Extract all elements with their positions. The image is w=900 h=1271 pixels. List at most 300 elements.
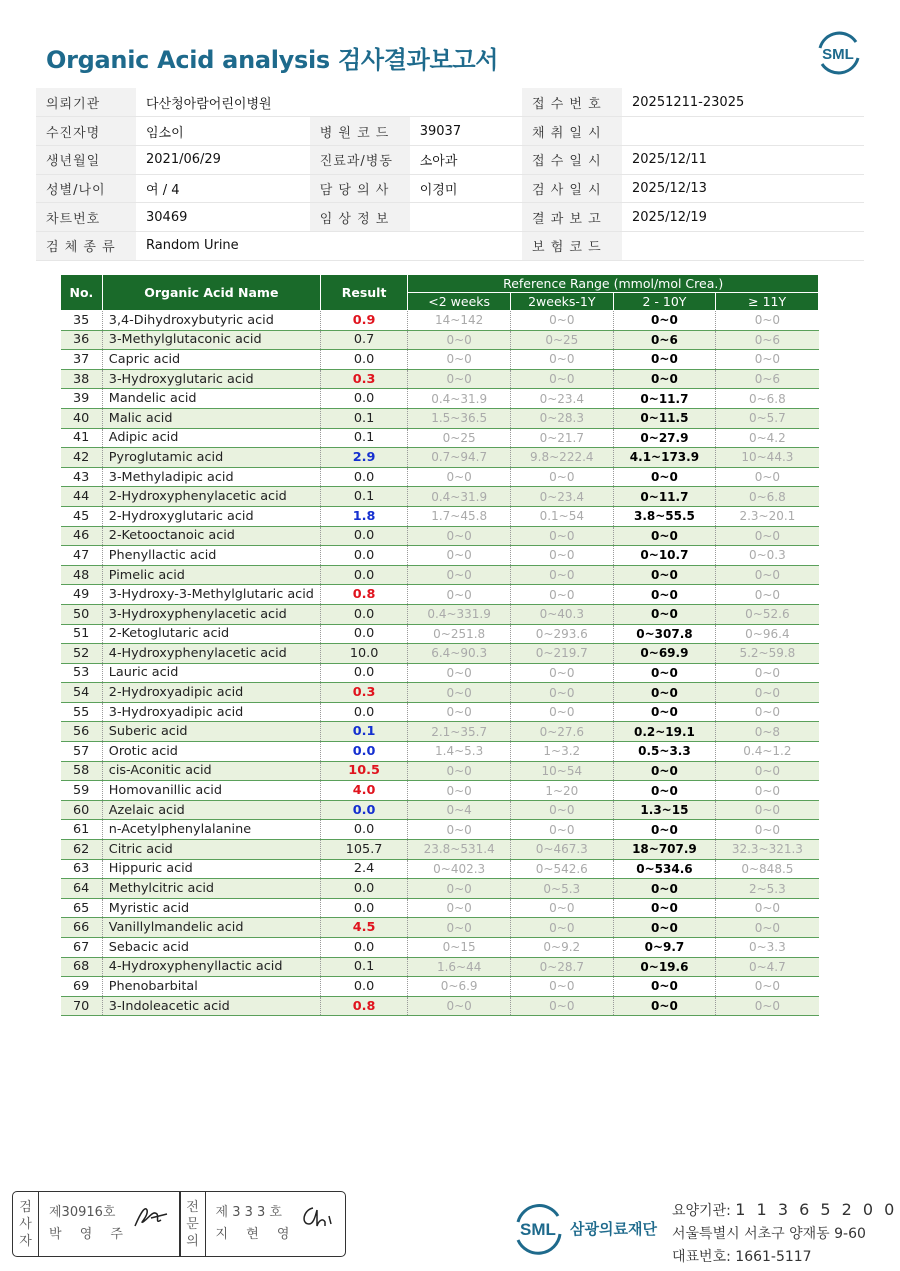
result-flagged-value: 0.0 — [352, 802, 376, 818]
row-no: 38 — [61, 369, 103, 389]
row-name: Phenobarbital — [102, 977, 320, 997]
row-ref-under-2w: 0~0 — [408, 996, 511, 1016]
row-no: 67 — [61, 938, 103, 958]
row-no: 45 — [61, 506, 103, 526]
row-ref-under-2w: 0~0 — [408, 585, 511, 605]
row-ref-2-10y: 0~0 — [613, 369, 716, 389]
row-result: 0.0 — [320, 526, 407, 546]
row-name: Adipic acid — [102, 428, 320, 448]
row-ref-under-2w: 0~15 — [408, 938, 511, 958]
row-no: 62 — [61, 840, 103, 860]
table-row — [61, 879, 819, 899]
row-name: Malic acid — [102, 408, 320, 428]
result-flagged-value: 0.0 — [352, 743, 376, 759]
table-row — [61, 977, 819, 997]
row-ref-2w-1y: 0~23.4 — [511, 487, 614, 507]
row-name: Methylcitric acid — [102, 879, 320, 899]
row-name: Mandelic acid — [102, 389, 320, 409]
row-no: 35 — [61, 311, 103, 331]
row-name: 4-Hydroxyphenyllactic acid — [102, 957, 320, 977]
table-row — [61, 408, 819, 428]
row-ref-2w-1y: 0~0 — [511, 683, 614, 703]
row-result: 0.0 — [320, 663, 407, 683]
row-ref-2w-1y: 0~28.7 — [511, 957, 614, 977]
row-ref-2w-1y: 9.8~222.4 — [511, 448, 614, 468]
specialist-label: 전 문 의 — [180, 1192, 206, 1256]
row-name: Phenyllactic acid — [102, 546, 320, 566]
row-ref-2w-1y: 0~0 — [511, 898, 614, 918]
info-value: 30469 — [136, 203, 310, 232]
row-result — [320, 683, 407, 703]
row-result — [320, 311, 407, 331]
row-ref-under-2w: 0~0 — [408, 369, 511, 389]
row-name: 3-Hydroxyglutaric acid — [102, 369, 320, 389]
row-ref-under-2w: 0~0 — [408, 467, 511, 487]
row-ref-2w-1y: 0~25 — [511, 330, 614, 350]
row-name: 3,4-Dihydroxybutyric acid — [102, 311, 320, 331]
info-row — [36, 88, 864, 117]
row-ref-under-2w: 0~0 — [408, 330, 511, 350]
result-flagged-value: 4.0 — [352, 783, 376, 799]
row-ref-2w-1y: 0~5.3 — [511, 879, 614, 899]
row-ref-under-2w: 0~0 — [408, 879, 511, 899]
row-ref-11y: 2.3~20.1 — [716, 506, 819, 526]
table-row — [61, 448, 819, 468]
row-no: 39 — [61, 389, 103, 409]
row-no: 52 — [61, 644, 103, 664]
row-result: 0.1 — [320, 487, 407, 507]
row-no: 40 — [61, 408, 103, 428]
row-ref-2w-1y: 0~9.2 — [511, 938, 614, 958]
row-result: 0.0 — [320, 702, 407, 722]
row-ref-2-10y: 0~69.9 — [613, 644, 716, 664]
row-ref-11y: 0~0 — [716, 467, 819, 487]
row-result: 0.7 — [320, 330, 407, 350]
info-label: 접 수 일 시 — [522, 145, 622, 174]
row-ref-11y: 0~0 — [716, 977, 819, 997]
row-ref-under-2w: 0.7~94.7 — [408, 448, 511, 468]
row-ref-2w-1y: 0.1~54 — [511, 506, 614, 526]
row-no: 44 — [61, 487, 103, 507]
row-name: Capric acid — [102, 350, 320, 370]
table-row — [61, 330, 819, 350]
row-ref-2w-1y: 0~0 — [511, 820, 614, 840]
row-ref-11y: 2~5.3 — [716, 879, 819, 899]
row-no: 65 — [61, 898, 103, 918]
row-name: cis-Aconitic acid — [102, 761, 320, 781]
table-row — [61, 683, 819, 703]
specialist-license: 제 3 3 3 호 — [215, 1205, 282, 1220]
patient-info-table — [36, 88, 864, 261]
row-ref-11y: 0~0 — [716, 820, 819, 840]
row-result: 0.1 — [320, 408, 407, 428]
row-ref-2w-1y: 0~23.4 — [511, 389, 614, 409]
row-ref-2w-1y: 0~467.3 — [511, 840, 614, 860]
row-ref-11y: 0~52.6 — [716, 604, 819, 624]
row-ref-2-10y: 0~11.5 — [613, 408, 716, 428]
info-row — [36, 174, 864, 203]
info-value — [622, 231, 864, 260]
row-no: 36 — [61, 330, 103, 350]
row-ref-11y: 0~6 — [716, 330, 819, 350]
table-row — [61, 389, 819, 409]
row-result — [320, 506, 407, 526]
row-result: 0.0 — [320, 350, 407, 370]
row-no: 54 — [61, 683, 103, 703]
row-result — [320, 918, 407, 938]
row-ref-2-10y: 0~0 — [613, 702, 716, 722]
row-ref-2w-1y: 0~40.3 — [511, 604, 614, 624]
result-flagged-value: 10.5 — [348, 763, 380, 779]
table-row — [61, 722, 819, 742]
row-ref-2w-1y: 0~0 — [511, 526, 614, 546]
info-label: 성별/나이 — [36, 174, 136, 203]
row-ref-2w-1y: 0~28.3 — [511, 408, 614, 428]
row-name: Suberic acid — [102, 722, 320, 742]
row-ref-under-2w: 0~25 — [408, 428, 511, 448]
row-ref-11y: 0.4~1.2 — [716, 742, 819, 762]
row-name: 2-Hydroxyglutaric acid — [102, 506, 320, 526]
row-ref-11y: 0~0 — [716, 761, 819, 781]
table-row — [61, 546, 819, 566]
row-ref-under-2w: 0~6.9 — [408, 977, 511, 997]
row-ref-2w-1y: 0~0 — [511, 800, 614, 820]
row-ref-2-10y: 0~0 — [613, 996, 716, 1016]
table-row — [61, 311, 819, 331]
row-ref-11y: 10~44.3 — [716, 448, 819, 468]
row-no: 66 — [61, 918, 103, 938]
info-value: 다산청아람어린이병원 — [136, 88, 522, 117]
row-ref-under-2w: 0.4~31.9 — [408, 389, 511, 409]
row-ref-2-10y: 0~0 — [613, 781, 716, 801]
row-no: 53 — [61, 663, 103, 683]
row-name: Pimelic acid — [102, 565, 320, 585]
sml-logo-icon — [812, 28, 864, 76]
row-no: 55 — [61, 702, 103, 722]
info-label: 차트번호 — [36, 203, 136, 232]
row-ref-11y: 32.3~321.3 — [716, 840, 819, 860]
info-row — [36, 203, 864, 232]
col-reference: Reference Range (mmol/mol Crea.) — [408, 275, 819, 293]
row-ref-2w-1y: 0~21.7 — [511, 428, 614, 448]
row-ref-11y: 0~5.7 — [716, 408, 819, 428]
row-no: 48 — [61, 565, 103, 585]
row-no: 64 — [61, 879, 103, 899]
row-ref-11y: 0~0 — [716, 800, 819, 820]
row-no: 49 — [61, 585, 103, 605]
row-ref-11y: 0~0 — [716, 565, 819, 585]
row-no: 59 — [61, 781, 103, 801]
table-row — [61, 840, 819, 860]
row-name: 4-Hydroxyphenylacetic acid — [102, 644, 320, 664]
row-ref-11y: 0~96.4 — [716, 624, 819, 644]
results-table — [60, 274, 819, 1016]
table-row — [61, 526, 819, 546]
table-row — [61, 369, 819, 389]
result-flagged-value: 0.3 — [352, 371, 376, 387]
row-result — [320, 742, 407, 762]
row-ref-under-2w: 0~0 — [408, 683, 511, 703]
row-ref-2-10y: 0~0 — [613, 683, 716, 703]
row-ref-2w-1y: 0~0 — [511, 467, 614, 487]
row-ref-2-10y: 0~11.7 — [613, 389, 716, 409]
corp-name: 삼광의료재단 — [570, 1219, 657, 1238]
table-row — [61, 859, 819, 879]
row-name: Sebacic acid — [102, 938, 320, 958]
row-ref-2w-1y: 0~293.6 — [511, 624, 614, 644]
row-ref-11y: 0~6 — [716, 369, 819, 389]
row-name: Hippuric acid — [102, 859, 320, 879]
row-ref-under-2w: 1.5~36.5 — [408, 408, 511, 428]
row-ref-2-10y: 0~0 — [613, 526, 716, 546]
info-value: 이경미 — [410, 174, 522, 203]
row-ref-11y: 0~4.2 — [716, 428, 819, 448]
row-name: 3-Methylglutaconic acid — [102, 330, 320, 350]
result-flagged-value: 1.8 — [352, 508, 376, 524]
footer-info — [672, 1198, 897, 1269]
phone-label: 대표번호: — [672, 1249, 731, 1265]
info-value — [622, 117, 864, 146]
row-ref-11y: 0~6.8 — [716, 389, 819, 409]
row-ref-2-10y: 0~6 — [613, 330, 716, 350]
row-name: 2-Hydroxyphenylacetic acid — [102, 487, 320, 507]
report-title: Organic Acid analysis 검사결과보고서 — [46, 46, 499, 74]
col-ref-2: 2weeks-1Y — [511, 293, 614, 311]
row-ref-2-10y: 3.8~55.5 — [613, 506, 716, 526]
specialist-signature-icon — [297, 1202, 337, 1232]
examiner-cell — [39, 1192, 180, 1256]
row-ref-2w-1y: 1~3.2 — [511, 742, 614, 762]
row-ref-2-10y: 0~0 — [613, 820, 716, 840]
row-name: 2-Hydroxyadipic acid — [102, 683, 320, 703]
row-result — [320, 722, 407, 742]
row-result — [320, 761, 407, 781]
row-ref-under-2w: 14~142 — [408, 311, 511, 331]
row-result: 10.0 — [320, 644, 407, 664]
row-ref-2-10y: 0~0 — [613, 565, 716, 585]
info-label: 진료과/병동 — [310, 145, 410, 174]
col-ref-3: 2 - 10Y — [613, 293, 716, 311]
row-ref-2-10y: 0~0 — [613, 898, 716, 918]
row-result: 0.0 — [320, 898, 407, 918]
row-ref-under-2w: 0.4~31.9 — [408, 487, 511, 507]
table-row — [61, 898, 819, 918]
table-row — [61, 918, 819, 938]
row-name: Pyroglutamic acid — [102, 448, 320, 468]
info-label: 임 상 정 보 — [310, 203, 410, 232]
row-ref-under-2w: 6.4~90.3 — [408, 644, 511, 664]
row-ref-11y: 0~0 — [716, 702, 819, 722]
info-label: 담 당 의 사 — [310, 174, 410, 203]
row-no: 37 — [61, 350, 103, 370]
row-ref-2w-1y: 0~542.6 — [511, 859, 614, 879]
row-result: 0.0 — [320, 565, 407, 585]
row-result: 0.0 — [320, 604, 407, 624]
examiner-name: 박 영 주 — [49, 1227, 130, 1242]
row-ref-11y: 0~0 — [716, 663, 819, 683]
row-ref-11y: 0~0 — [716, 350, 819, 370]
row-ref-under-2w: 0~0 — [408, 565, 511, 585]
info-value: 39037 — [410, 117, 522, 146]
row-ref-2-10y: 0.5~3.3 — [613, 742, 716, 762]
row-result: 0.0 — [320, 546, 407, 566]
row-result: 0.1 — [320, 428, 407, 448]
row-no: 60 — [61, 800, 103, 820]
row-result — [320, 585, 407, 605]
row-ref-11y: 0~0 — [716, 526, 819, 546]
result-flagged-value: 0.8 — [352, 587, 376, 603]
row-ref-under-2w: 0~0 — [408, 898, 511, 918]
row-ref-2-10y: 0~0 — [613, 467, 716, 487]
row-no: 63 — [61, 859, 103, 879]
info-value: Random Urine — [136, 231, 522, 260]
table-row — [61, 996, 819, 1016]
row-ref-2w-1y: 0~0 — [511, 311, 614, 331]
row-ref-under-2w: 0~0 — [408, 546, 511, 566]
table-row — [61, 467, 819, 487]
row-ref-2-10y: 4.1~173.9 — [613, 448, 716, 468]
row-no: 69 — [61, 977, 103, 997]
info-label: 보 험 코 드 — [522, 231, 622, 260]
row-ref-2-10y: 0~534.6 — [613, 859, 716, 879]
row-name: 3-Indoleacetic acid — [102, 996, 320, 1016]
info-value: 2021/06/29 — [136, 145, 310, 174]
row-result: 0.0 — [320, 820, 407, 840]
row-ref-2-10y: 0~0 — [613, 350, 716, 370]
row-ref-2w-1y: 0~0 — [511, 918, 614, 938]
table-row — [61, 487, 819, 507]
row-name: 2-Ketoglutaric acid — [102, 624, 320, 644]
info-value: 소아과 — [410, 145, 522, 174]
info-value: 20251211-23025 — [622, 88, 864, 117]
row-ref-2-10y: 0~11.7 — [613, 487, 716, 507]
code-value: 1 1 3 6 5 2 0 0 — [735, 1200, 898, 1219]
address: 서울특별시 서초구 양재동 9-60 — [672, 1226, 866, 1242]
row-ref-2-10y: 0~0 — [613, 918, 716, 938]
row-no: 70 — [61, 996, 103, 1016]
phone-value: 1661-5117 — [735, 1249, 812, 1265]
row-ref-under-2w: 2.1~35.7 — [408, 722, 511, 742]
col-result: Result — [320, 275, 407, 311]
table-row — [61, 957, 819, 977]
row-result — [320, 448, 407, 468]
row-name: Homovanillic acid — [102, 781, 320, 801]
row-no: 42 — [61, 448, 103, 468]
result-flagged-value: 0.8 — [352, 998, 376, 1014]
row-name: Azelaic acid — [102, 800, 320, 820]
row-no: 43 — [61, 467, 103, 487]
svg-text:SML: SML — [520, 1220, 556, 1239]
row-result: 0.0 — [320, 938, 407, 958]
table-row — [61, 800, 819, 820]
row-ref-under-2w: 1.4~5.3 — [408, 742, 511, 762]
table-row — [61, 781, 819, 801]
row-ref-2-10y: 0~0 — [613, 879, 716, 899]
row-no: 57 — [61, 742, 103, 762]
row-ref-11y: 0~0 — [716, 918, 819, 938]
row-name: Orotic acid — [102, 742, 320, 762]
result-flagged-value: 2.9 — [352, 449, 376, 465]
row-name: 2-Ketooctanoic acid — [102, 526, 320, 546]
row-no: 61 — [61, 820, 103, 840]
row-ref-under-2w: 0~0 — [408, 781, 511, 801]
row-ref-2-10y: 0~10.7 — [613, 546, 716, 566]
row-result: 2.4 — [320, 859, 407, 879]
table-row — [61, 702, 819, 722]
result-flagged-value: 0.9 — [352, 312, 376, 328]
info-label: 의뢰기관 — [36, 88, 136, 117]
row-ref-under-2w: 0~0 — [408, 820, 511, 840]
col-no: No. — [61, 275, 103, 311]
col-name: Organic Acid Name — [102, 275, 320, 311]
row-ref-11y: 0~848.5 — [716, 859, 819, 879]
row-ref-11y: 0~0.3 — [716, 546, 819, 566]
row-ref-2-10y: 0~19.6 — [613, 957, 716, 977]
specialist-name: 지 현 영 — [215, 1227, 297, 1242]
row-ref-2-10y: 0~0 — [613, 311, 716, 331]
row-ref-11y: 0~4.7 — [716, 957, 819, 977]
row-no: 68 — [61, 957, 103, 977]
row-result — [320, 800, 407, 820]
table-row — [61, 820, 819, 840]
info-value: 2025/12/19 — [622, 203, 864, 232]
table-row — [61, 761, 819, 781]
row-ref-11y: 0~0 — [716, 311, 819, 331]
row-ref-under-2w: 1.6~44 — [408, 957, 511, 977]
row-ref-2-10y: 0~27.9 — [613, 428, 716, 448]
row-result — [320, 781, 407, 801]
row-no: 41 — [61, 428, 103, 448]
row-no: 58 — [61, 761, 103, 781]
specialist-cell — [206, 1192, 346, 1256]
info-value: 2025/12/13 — [622, 174, 864, 203]
info-row — [36, 145, 864, 174]
result-flagged-value: 0.3 — [352, 685, 376, 701]
row-ref-under-2w: 0~4 — [408, 800, 511, 820]
info-label: 결 과 보 고 — [522, 203, 622, 232]
col-ref-4: ≥ 11Y — [716, 293, 819, 311]
row-result: 0.0 — [320, 879, 407, 899]
row-ref-under-2w: 0~0 — [408, 526, 511, 546]
row-name: Lauric acid — [102, 663, 320, 683]
row-ref-2-10y: 0~0 — [613, 977, 716, 997]
info-label: 병 원 코 드 — [310, 117, 410, 146]
row-result: 0.0 — [320, 389, 407, 409]
examiner-license: 제30916호 — [49, 1205, 116, 1220]
row-ref-under-2w: 0.4~331.9 — [408, 604, 511, 624]
table-row — [61, 585, 819, 605]
row-ref-under-2w: 23.8~531.4 — [408, 840, 511, 860]
info-label: 검 사 일 시 — [522, 174, 622, 203]
table-row — [61, 938, 819, 958]
row-ref-2-10y: 1.3~15 — [613, 800, 716, 820]
examiner-label: 검 사 자 — [13, 1192, 39, 1256]
row-ref-2-10y: 0.2~19.1 — [613, 722, 716, 742]
table-row — [61, 604, 819, 624]
row-name: 3-Hydroxy-3-Methylglutaric acid — [102, 585, 320, 605]
table-row — [61, 644, 819, 664]
row-name: Vanillylmandelic acid — [102, 918, 320, 938]
row-name: 3-Methyladipic acid — [102, 467, 320, 487]
row-ref-2w-1y: 0~0 — [511, 977, 614, 997]
info-value: 2025/12/11 — [622, 145, 864, 174]
row-no: 46 — [61, 526, 103, 546]
row-ref-2-10y: 0~307.8 — [613, 624, 716, 644]
row-ref-2-10y: 18~707.9 — [613, 840, 716, 860]
info-label: 채 취 일 시 — [522, 117, 622, 146]
row-ref-2w-1y: 0~0 — [511, 546, 614, 566]
info-value: 임소이 — [136, 117, 310, 146]
